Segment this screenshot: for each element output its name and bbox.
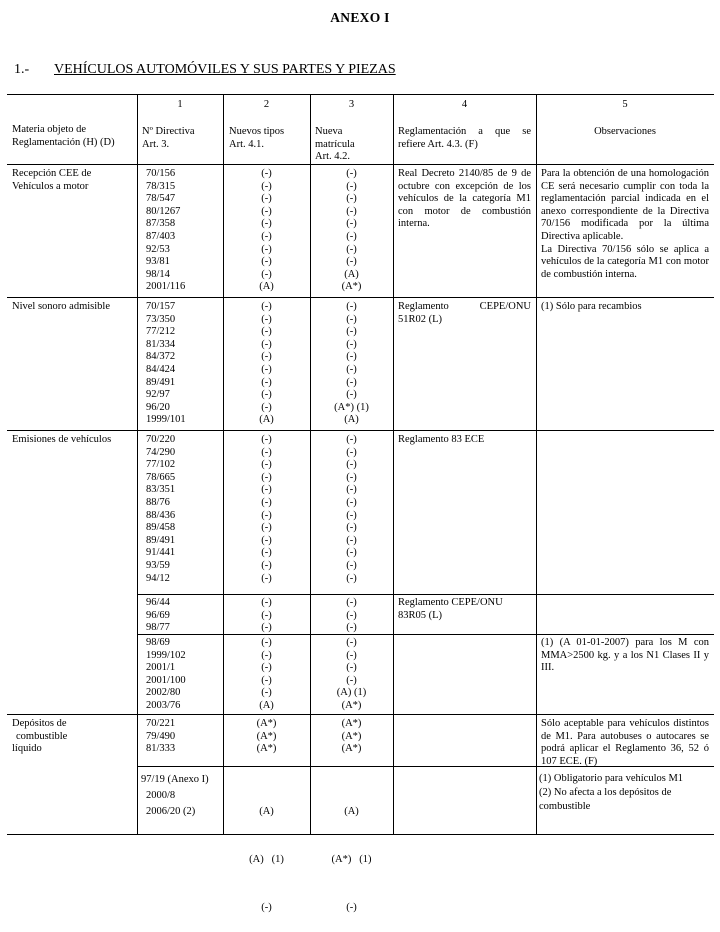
directiva-item: 96/44 (146, 597, 170, 608)
header-line: Art. 3. (142, 138, 170, 150)
value-cell: (-) (346, 459, 357, 471)
directiva-item: 94/12 (146, 572, 170, 584)
observacion-paragraph: (1) Obligatorio para vehículos M1 (539, 773, 684, 784)
nueva-matricula-list (310, 597, 393, 635)
directivas-list (146, 597, 170, 635)
header-line: Art. 4.2. (315, 151, 350, 163)
value-cell: (-) (346, 649, 357, 661)
value-cell: (-) (346, 351, 357, 363)
directiva-item: 74/290 (146, 446, 176, 458)
reglamentacion-recepcion: Real Decreto 2140/85 de 9 de octubre con excepción de los vehículos de la categoría M1 con motor de combustión interna. (398, 168, 531, 230)
value-cell: (-) (346, 434, 357, 445)
directiva-item: 77/212 (146, 326, 176, 338)
value-cell: (-) (346, 674, 357, 686)
value-cell: (-) (261, 301, 272, 312)
col1-number: 1 (177, 99, 183, 110)
value-cell: (-) (346, 389, 357, 401)
value-cell: (-) (261, 572, 272, 584)
directiva-item: 70/157 (146, 301, 176, 312)
reglamentacion-emisiones: Reglamento 83 ECE (398, 434, 485, 445)
value-cell: (-) (346, 484, 357, 496)
value-cell: (-) (261, 351, 272, 363)
reglamentacion-line: 83R05 (L) (398, 609, 443, 621)
nuevos-tipos-list (223, 637, 310, 713)
value-cell: (-) (261, 313, 272, 325)
directiva-item: 78/547 (146, 193, 176, 205)
value-cell: (-) (261, 649, 272, 661)
materia-line: Vehículos a motor (12, 180, 89, 192)
value-cell: (-) (346, 622, 357, 634)
value-cell: (A) (259, 281, 274, 293)
value-cell: (-) (261, 662, 272, 674)
nuevos-tipos-list (223, 597, 310, 635)
materia-line: líquido (12, 743, 42, 755)
directiva-item: 88/76 (146, 496, 170, 508)
value-cell: (A) (344, 268, 359, 280)
observaciones-depositos: Sólo aceptable para vehículos distintos de M1. Para autobuses o autocares se podrá aplicar el Reglamento 36, 52 ó 107 ECE. (F) (541, 718, 709, 767)
value-cell: (-) (346, 496, 357, 508)
value-cell: (A) (259, 414, 274, 426)
materia-emisiones: Emisiones de vehículos (12, 434, 112, 445)
directiva-item: 87/403 (146, 230, 176, 242)
nueva-matricula-list (310, 301, 393, 427)
value-cell: (-) (346, 338, 357, 350)
value-cell: (A) (259, 699, 274, 711)
value-cell: (-) (261, 496, 272, 508)
directiva-item: 87/358 (146, 218, 176, 230)
observacion-paragraph: Para la obtención de una homologación CE será necesario cumplir con toda la reglamentación parcial indicada en el anexo correspondiente de la Directiva 70/156 modificada por la última Directiva aplicable. (541, 168, 709, 242)
value-cell: (A*) (1) (331, 854, 372, 865)
observacion-paragraph: (2) No afecta a los depósitos de combustible (539, 787, 672, 812)
value-cell: (-) (261, 547, 272, 559)
value-cell: (-) (346, 313, 357, 325)
value-cell: (-) (261, 637, 272, 648)
directiva-item: 91/441 (146, 547, 176, 559)
value-cell: (-) (261, 559, 272, 571)
header-line: matrícula (315, 138, 355, 150)
value-cell: (A) (1) (336, 687, 367, 699)
reglamentacion-line: 51R02 (L) (398, 313, 443, 325)
value-cell: (-) (261, 205, 272, 217)
directiva-item: 92/53 (146, 243, 170, 255)
value-cell: (-) (261, 446, 272, 458)
header-line: Art. 4.1. (229, 138, 264, 150)
directiva-item: 70/156 (146, 168, 176, 179)
materia-line: combustible (16, 730, 68, 742)
directiva-item: 2003/76 (146, 699, 181, 711)
value-cell: (-) (261, 459, 272, 471)
col2-number: 2 (263, 99, 270, 110)
value-cell: (A*) (341, 281, 362, 293)
value-cell: (A*) (341, 718, 362, 729)
value-cell: (-) (261, 434, 272, 445)
value-cell: (-) (261, 389, 272, 401)
value-cell: (-) (346, 509, 357, 521)
value-cell: (A*) (256, 718, 277, 729)
directiva-item: 70/221 (146, 718, 176, 729)
directiva-item: 78/315 (146, 180, 176, 192)
value-cell: (-) (261, 622, 272, 634)
directiva-item: 70/220 (146, 434, 176, 445)
value-cell: (A) (344, 414, 359, 426)
nuevos-tipos-list (223, 718, 310, 756)
header-line: Reglamentación a que se (398, 126, 531, 137)
value-cell: (-) (346, 572, 357, 584)
directiva-item: 84/372 (146, 351, 176, 363)
nuevos-tipos-list (223, 772, 310, 932)
directiva-item: 81/334 (146, 338, 176, 350)
value-cell: (-) (261, 687, 272, 699)
value-cell: (-) (261, 218, 272, 230)
value-cell: (-) (261, 338, 272, 350)
value-cell: (-) (346, 301, 357, 312)
directiva-item: 1999/102 (146, 649, 186, 661)
col4-header (398, 126, 531, 151)
materia-line: Recepción CEE de (12, 168, 92, 179)
value-cell: (-) (261, 484, 272, 496)
value-cell: (-) (261, 674, 272, 686)
value-cell: (A*) (256, 730, 277, 742)
value-cell: (-) (261, 243, 272, 255)
value-cell: (-) (346, 597, 357, 608)
value-cell: (-) (261, 471, 272, 483)
observaciones-nivel-sonoro: (1) Sólo para recambios (541, 301, 642, 312)
directivas-list (146, 168, 185, 294)
value-cell: (-) (346, 534, 357, 546)
section-heading (14, 62, 396, 78)
materia-recepcion (12, 168, 91, 193)
value-cell: (A*) (341, 699, 362, 711)
reglamentacion-emisiones-2 (398, 597, 503, 622)
value-cell: (-) (346, 326, 357, 338)
value-cell: (A*) (256, 743, 277, 755)
value-cell: (A*) (341, 730, 362, 742)
col4-number: 4 (461, 99, 468, 110)
value-cell: (-) (261, 401, 272, 413)
materia-header-line: Reglamentación (H) (D) (12, 136, 115, 148)
value-cell: (A*) (341, 743, 362, 755)
value-cell: (-) (261, 180, 272, 192)
value-cell: (-) (346, 243, 357, 255)
directiva-item: 78/665 (146, 471, 176, 483)
directiva-item: 98/14 (146, 268, 170, 280)
value-cell: (-) (346, 547, 357, 559)
directivas-list (146, 434, 175, 585)
col2-header (229, 126, 284, 151)
section-number: 1.- (14, 62, 30, 77)
value-cell: (-) (346, 662, 357, 674)
value-cell: (-) (346, 609, 357, 621)
value-cell: (A) (259, 806, 274, 817)
value-cell: (A*) (1) (334, 401, 369, 413)
header-line: refiere Art. 4.3. (F) (398, 138, 478, 150)
directivas-list (146, 718, 175, 756)
value-cell: (-) (261, 230, 272, 242)
value-cell: (-) (261, 522, 272, 534)
materia-header-line: Materia objeto de (12, 124, 87, 135)
directiva-item: 96/20 (146, 401, 170, 413)
materia-line: Depósitos de (12, 718, 67, 729)
value-cell: (-) (346, 363, 357, 375)
value-cell: (-) (261, 256, 272, 268)
value-cell: (-) (261, 902, 272, 913)
directiva-item: 80/1267 (146, 205, 181, 217)
value-cell: (A) (1) (249, 854, 284, 865)
value-cell: (-) (261, 363, 272, 375)
col5-number: 5 (622, 99, 628, 110)
value-cell: (-) (346, 559, 357, 571)
value-cell: (-) (261, 376, 272, 388)
value-cell: (-) (261, 193, 272, 205)
value-cell: (-) (261, 597, 272, 608)
nueva-matricula-list (310, 772, 393, 932)
materia-header (12, 124, 115, 149)
value-cell: (-) (346, 180, 357, 192)
header-line: Nº Directiva (142, 126, 195, 137)
nueva-matricula-list (310, 434, 393, 585)
directiva-item: 84/424 (146, 363, 176, 375)
observaciones-recepcion (541, 168, 709, 281)
directivas-list (146, 637, 186, 713)
value-cell: (-) (346, 446, 357, 458)
value-cell: (-) (261, 268, 272, 280)
directiva-item: 89/491 (146, 376, 176, 388)
directiva-item: 77/102 (146, 459, 176, 471)
directiva-item: 93/59 (146, 559, 170, 571)
directiva-item: 98/69 (146, 637, 170, 648)
value-cell: (-) (346, 522, 357, 534)
materia-depositos (12, 718, 67, 756)
directiva-item: 2000/8 (146, 790, 176, 801)
page-title: ANEXO I (330, 10, 390, 25)
value-cell: (-) (346, 256, 357, 268)
value-cell: (-) (261, 168, 272, 179)
nuevos-tipos-list (223, 301, 310, 427)
directiva-item: 73/350 (146, 313, 176, 325)
directiva-item: 2001/116 (146, 281, 186, 293)
nueva-matricula-list (310, 168, 393, 294)
value-cell: (-) (346, 637, 357, 648)
value-cell: (-) (346, 471, 357, 483)
directiva-item: 2001/100 (146, 674, 186, 686)
directiva-item: 89/491 (146, 534, 176, 546)
observaciones-depositos-2 (539, 772, 711, 814)
col3-number: 3 (348, 99, 355, 110)
header-line: Nuevos tipos (229, 126, 285, 137)
value-cell: (-) (261, 509, 272, 521)
directiva-item: 81/333 (146, 743, 176, 755)
reglamentacion-nivel-sonoro (398, 301, 531, 326)
directiva-item: 88/436 (146, 509, 176, 521)
directiva-item: 79/490 (146, 730, 176, 742)
directiva-item: 96/69 (146, 609, 170, 621)
value-cell: (-) (346, 902, 357, 913)
nuevos-tipos-list (223, 434, 310, 585)
value-cell: (A) (344, 806, 359, 817)
header-line: Nueva (315, 126, 343, 137)
value-cell: (-) (346, 205, 357, 217)
directiva-item: 98/77 (146, 622, 170, 634)
col1-header (142, 126, 195, 151)
directiva-item: 2006/20 (2) (146, 806, 196, 817)
directiva-item: 2001/1 (146, 662, 176, 674)
value-cell: (-) (346, 376, 357, 388)
reglamentacion-line: Reglamento CEPE/ONU (398, 301, 531, 312)
directiva-item: 93/81 (146, 256, 170, 268)
directiva-item: 92/97 (146, 389, 170, 401)
directiva-item: 1999/101 (146, 414, 186, 426)
value-cell: (-) (346, 230, 357, 242)
directivas-list (141, 772, 209, 820)
value-cell: (-) (261, 326, 272, 338)
value-cell: (-) (346, 168, 357, 179)
reglamentacion-line: Reglamento CEPE/ONU (398, 597, 503, 608)
value-cell: (-) (346, 193, 357, 205)
nueva-matricula-list (310, 718, 393, 756)
col5-header: Observaciones (594, 126, 656, 137)
col3-header (315, 126, 355, 164)
value-cell: (-) (261, 534, 272, 546)
observacion-paragraph: La Directiva 70/156 sólo se aplica a vehículos de la categoría M1 con motor de combustión interna. (541, 243, 709, 280)
observaciones-emisiones: (1) (A 01-01-2007) para los M con MMA>2500 kg. y a los N1 Clases II y III. (541, 637, 709, 674)
materia-nivel-sonoro: Nivel sonoro admisible (12, 301, 110, 312)
directiva-item: 83/351 (146, 484, 176, 496)
nueva-matricula-list (310, 637, 393, 713)
value-cell: (-) (346, 218, 357, 230)
nuevos-tipos-list (223, 168, 310, 294)
directiva-item: 89/458 (146, 522, 176, 534)
section-title: VEHÍCULOS AUTOMÓVILES Y SUS PARTES Y PIEZAS (54, 62, 396, 77)
directivas-list (146, 301, 186, 427)
directiva-item: 2002/80 (146, 687, 181, 699)
directiva-item: 97/19 (Anexo I) (141, 774, 209, 785)
value-cell: (-) (261, 609, 272, 621)
